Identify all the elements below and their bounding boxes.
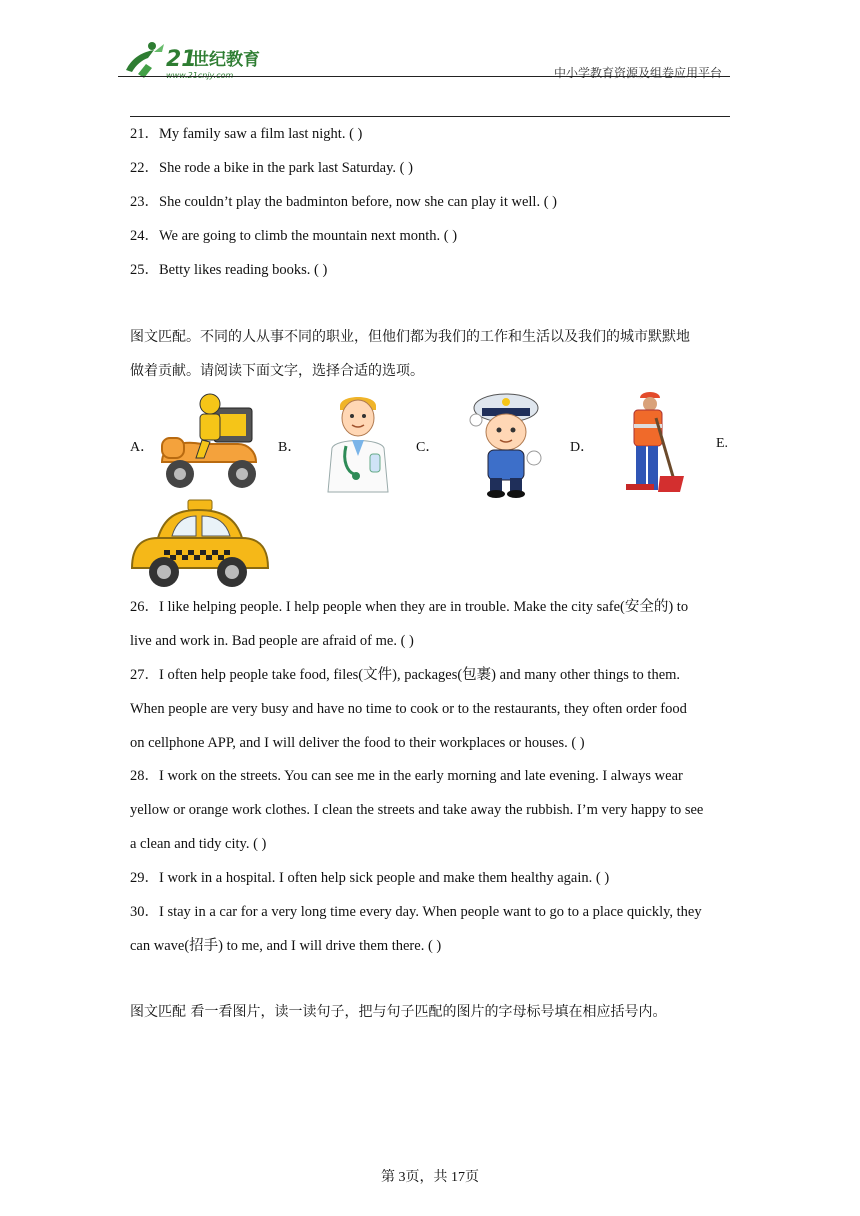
svg-text:www.21cnjy.com: www.21cnjy.com: [166, 71, 234, 80]
header-divider: [118, 76, 730, 77]
question-22: 22．She rode a bike in the park last Saturday. ( ): [130, 160, 413, 176]
svg-text:世纪教育: 世纪教育: [192, 50, 260, 70]
question-29: 29．I work in a hospital. I often help sick people and make them healthy again. ( ): [130, 870, 610, 886]
question-24: 24．We are going to climb the mountain next month. ( ): [130, 228, 458, 244]
street-cleaner-icon: [616, 388, 688, 498]
question-27-line1: 27．I often help people take food, files(文件), packages(包裹) and many other things to them.: [130, 667, 681, 683]
question-30-line2: can wave(招手) to me, and I will drive them there. ( ): [130, 938, 442, 954]
option-e-label: E.: [716, 436, 729, 451]
question-26-line2: live and work in. Bad people are afraid of me. ( ): [130, 633, 414, 649]
svg-text:21: 21: [166, 47, 197, 72]
question-27-line3: on cellphone APP, and I will deliver the food to their workplaces or houses. ( ): [130, 735, 585, 751]
question-28-line1: 28．I work on the streets. You can see me in the early morning and late evening. I always wear: [130, 768, 683, 784]
option-b-label: B．: [278, 440, 302, 455]
question-30-line1: 30．I stay in a car for a very long time every day. When people want to go to a place quickly, they: [130, 904, 702, 920]
question-23: 23．She couldn’t play the badminton before, now she can play it well. ( ): [130, 194, 557, 210]
section2-instruction-line1: 图文匹配。不同的人从事不同的职业，但他们都为我们的工作和生活以及我们的城市默默地: [130, 329, 690, 345]
option-c-label: C．: [416, 440, 440, 455]
content-top-rule: [130, 116, 730, 117]
doctor-icon: [318, 392, 398, 496]
header-platform-text: 中小学教育资源及组卷应用平台: [553, 66, 722, 80]
delivery-scooter-icon: [152, 390, 272, 494]
police-officer-icon: [464, 388, 548, 498]
page-header: [118, 38, 730, 84]
question-25: 25．Betty likes reading books. ( ): [130, 262, 328, 278]
question-26-line1: 26．I like helping people. I help people when they are in trouble. Make the city safe(安全的) to: [130, 599, 689, 615]
option-d-label: D．: [570, 440, 595, 455]
taxi-icon: [128, 498, 270, 590]
question-21: 21．My family saw a film last night. ( ): [130, 126, 363, 142]
section2-instruction-line2: 做着贡献。请阅读下面文字，选择合适的选项。: [130, 363, 424, 379]
question-27-line2: When people are very busy and have no time to cook or to the restaurants, they often order food: [130, 701, 687, 717]
section3-instruction: 图文匹配 看一看图片，读一读句子，把与句子匹配的图片的字母标号填在相应括号内。: [130, 1004, 667, 1020]
question-28-line3: a clean and tidy city. ( ): [130, 836, 267, 852]
page-number: 第 3页，共 17页: [381, 1170, 479, 1185]
option-a-label: A．: [130, 440, 155, 455]
question-28-line2: yellow or orange work clothes. I clean the streets and take away the rubbish. I’m very happy to see: [130, 802, 704, 818]
